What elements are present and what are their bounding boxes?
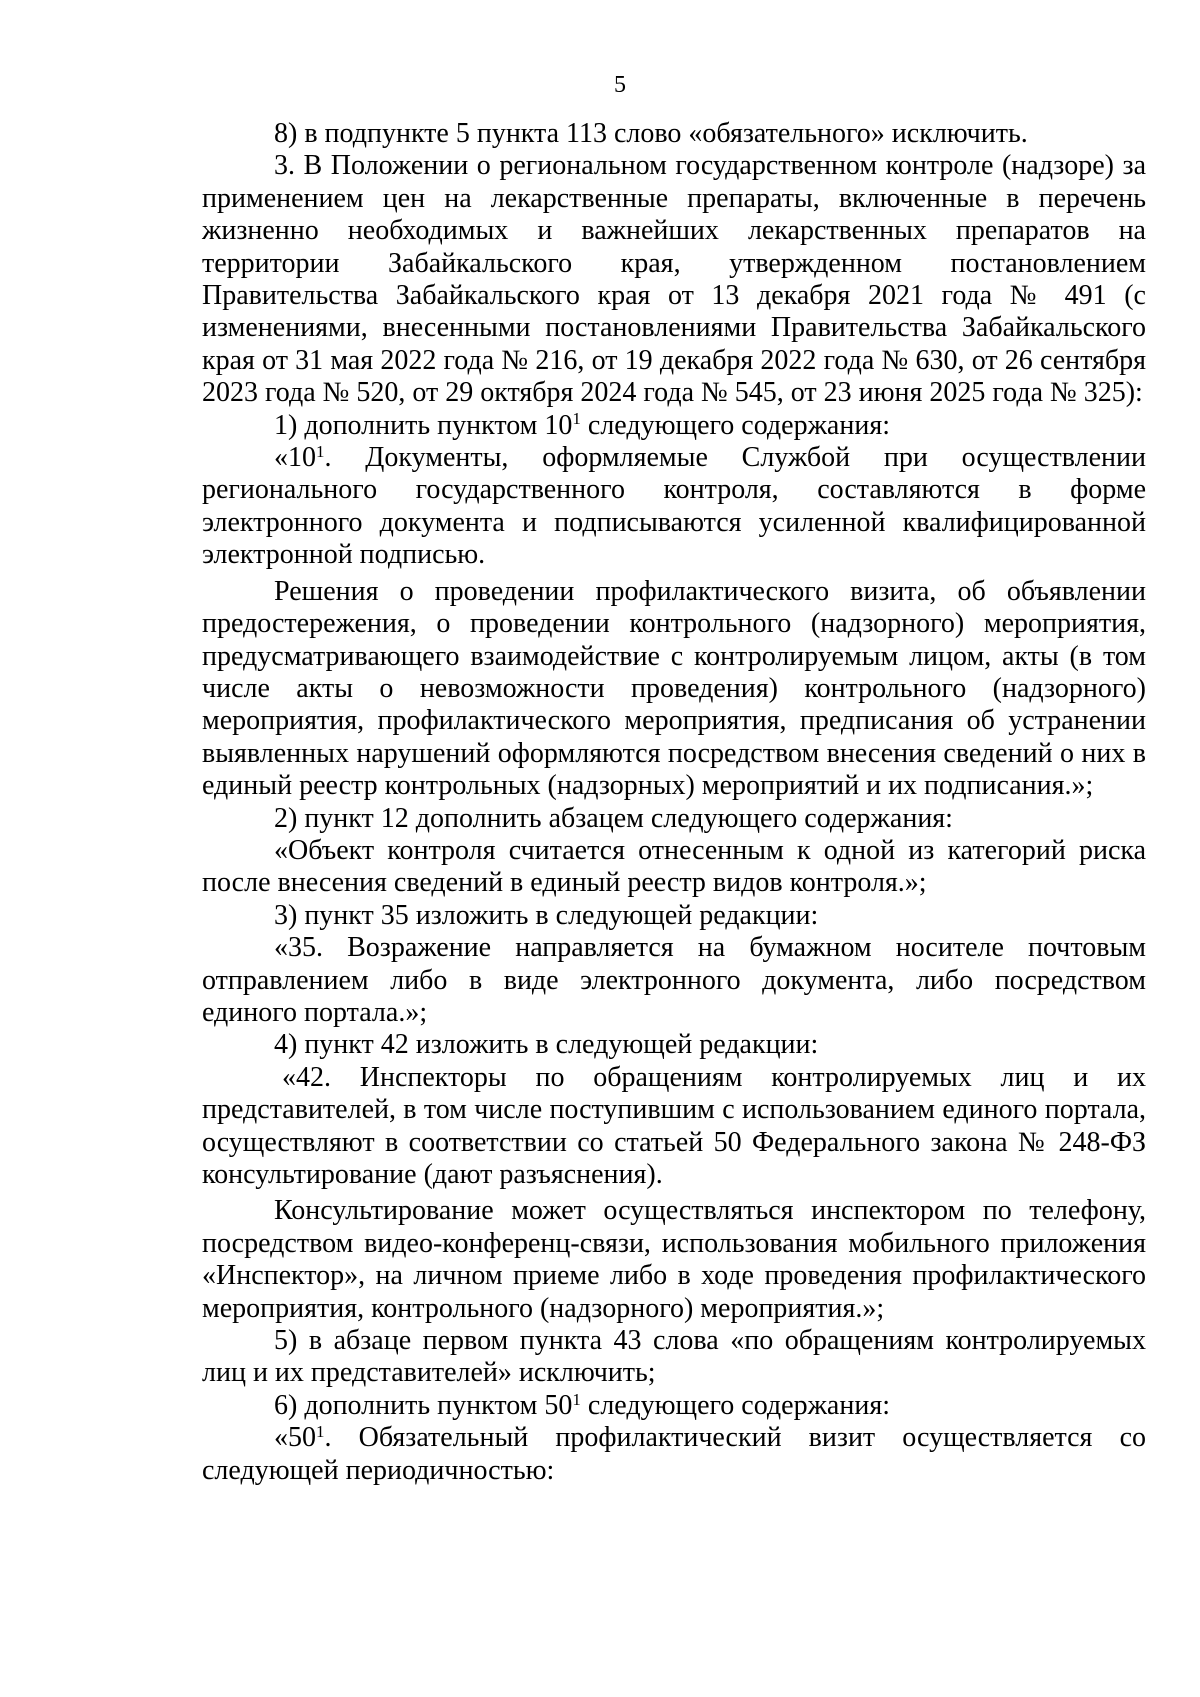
paragraph-item-50-1: «$50^1$. Обязательный профилактический визит осуществляется со следующей периодичностью: <box>202 1421 1146 1486</box>
superscript: 1 <box>316 441 325 461</box>
paragraph-risk-category: «Объект контроля считается отнесенным к одной из категорий риска после внесения сведений в единый реестр видов контроля.»; <box>202 834 1146 899</box>
paragraph-section-3-intro: 3. В Положении о региональном государственном контроле (надзоре) за применением цен на лекарственные препараты, включенные в перечень жизненно необходимых и важнейших лекарственных препаратов на территории Забайкальского края, утвержденном постановлением Правительства Забайкальского края от 13 декабря 2021 года № 491 (с изменениями, внесенными постановлениями Правительства Забайкальского края от 31 мая 2022 года № 216, от 19 декабря 2022 года № 630, от 26 сентября 2023 года № 520, от 29 октября 2024 года № 545, от 23 июня 2025 года № 325): <box>202 150 1146 409</box>
page-number: 5 <box>614 72 626 98</box>
paragraph-item-42: «42. Инспекторы по обращениям контролируемых лиц и их представителей, в том числе поступившим с использованием единого портала, осуществляют в соответствии со статьей 50 Федерального закона № 248-ФЗ консультирование (дают разъяснения). <box>202 1061 1146 1190</box>
paragraph-decisions: Решения о проведении профилактического визита, об объявлении предостережения, о проведении контрольного (надзорного) мероприятия, предусматривающего взаимодействие с контролируемым лицом, акты (в том числе акты о невозможности проведения) контрольного (надзорного) мероприятия, профилактического мероприятия, предписания об устранении выявленных нарушений оформляются посредством внесения сведений о них в единый реестр контрольных (надзорных) мероприятий и их подписания.»; <box>202 575 1146 802</box>
paragraph-consulting: Консультирование может осуществляться инспектором по телефону, посредством видео-конференц-связи, использования мобильного приложения «Инспектор», на личном приеме либо в ходе проведения профилактического мероприятия, контрольного (надзорного) мероприятия.»; <box>202 1195 1146 1324</box>
paragraph-amendment-4: 4) пункт 42 изложить в следующей редакции: <box>274 1029 819 1061</box>
paragraph-amendment-6: 6) дополнить пунктом $50^1$ следующего содержания: <box>274 1389 890 1421</box>
paragraph-amendment-1: 1) дополнить пунктом $10^1$ следующего содержания: <box>274 409 890 441</box>
paragraph-amendment-5: 5) в абзаце первом пункта 43 слова «по обращениям контролируемых лиц и их представителей» исключить; <box>202 1325 1146 1389</box>
paragraph-subitem-8: 8) в подпункте 5 пункта 113 слово «обязательного» исключить. <box>274 118 1028 149</box>
paragraph-amendment-2: 2) пункт 12 дополнить абзацем следующего содержания: <box>274 802 953 834</box>
superscript: 1 <box>572 1389 581 1409</box>
paragraph-item-10-1: «$10^1$. Документы, оформляемые Службой при осуществлении регионального государственного контроля, составляются в форме электронного документа и подписываются усиленной квалифицированной электронной подписью. <box>202 441 1146 571</box>
paragraph-item-35: «35. Возражение направляется на бумажном носителе почтовым отправлением либо в виде электронного документа, либо посредством единого портала.»; <box>202 932 1146 1028</box>
paragraph-amendment-3: 3) пункт 35 изложить в следующей редакции: <box>274 899 819 931</box>
superscript: 1 <box>572 409 581 429</box>
superscript: 1 <box>316 1421 325 1441</box>
document-body <box>202 118 1146 1487</box>
